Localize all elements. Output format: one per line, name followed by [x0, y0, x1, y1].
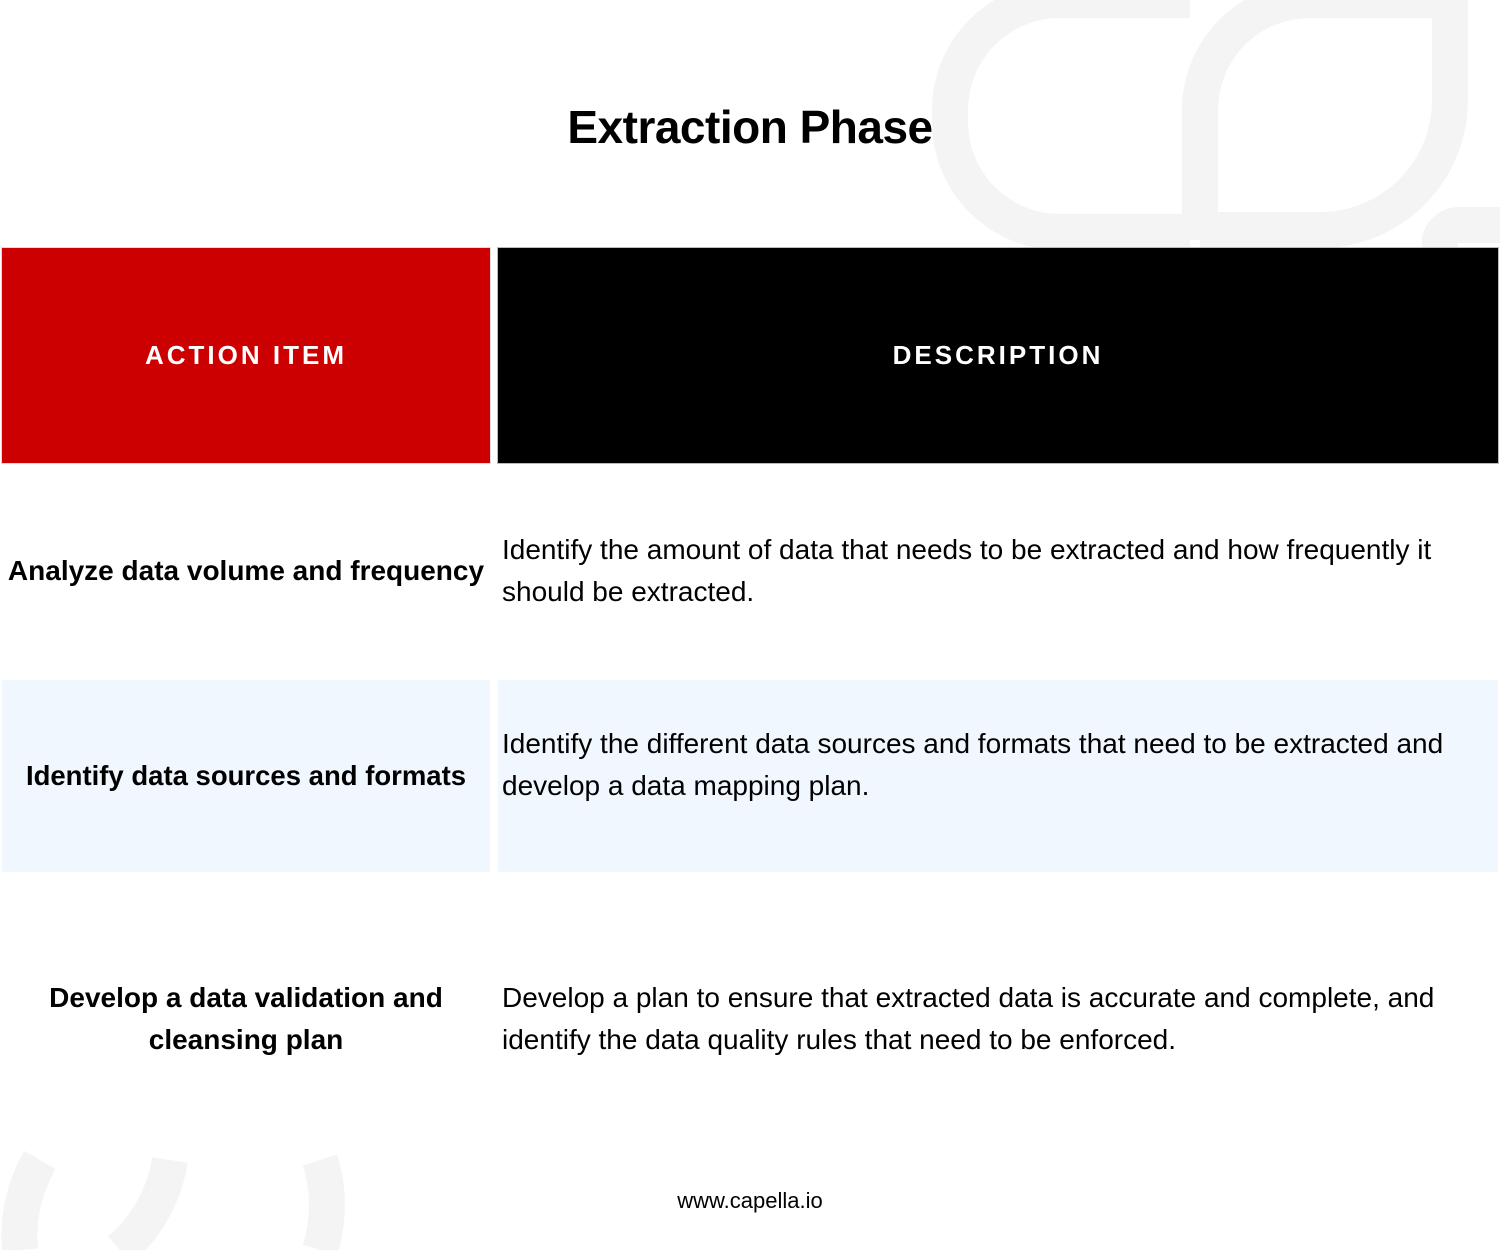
row-2-description: Identify the different data sources and formats that need to be extracted and develop a data mapping plan.: [498, 680, 1498, 872]
page-title: Extraction Phase: [567, 101, 933, 153]
row-3-action: Develop a data validation and cleansing plan: [49, 982, 443, 1055]
header-action-item: ACTION ITEM: [2, 248, 490, 463]
row-3-description: Develop a plan to ensure that extracted data is accurate and complete, and identify the data quality rules that need to be enforced.: [502, 982, 1435, 1055]
row-1-description: Identify the amount of data that needs to be extracted and how frequently it should be extracted.: [502, 534, 1432, 607]
row-2-action: Identify data sources and formats: [2, 680, 490, 872]
row-1-action: Analyze data volume and frequency: [7, 555, 485, 586]
footer-url: www.capella.io: [677, 1188, 823, 1213]
header-description: DESCRIPTION: [498, 248, 1498, 463]
